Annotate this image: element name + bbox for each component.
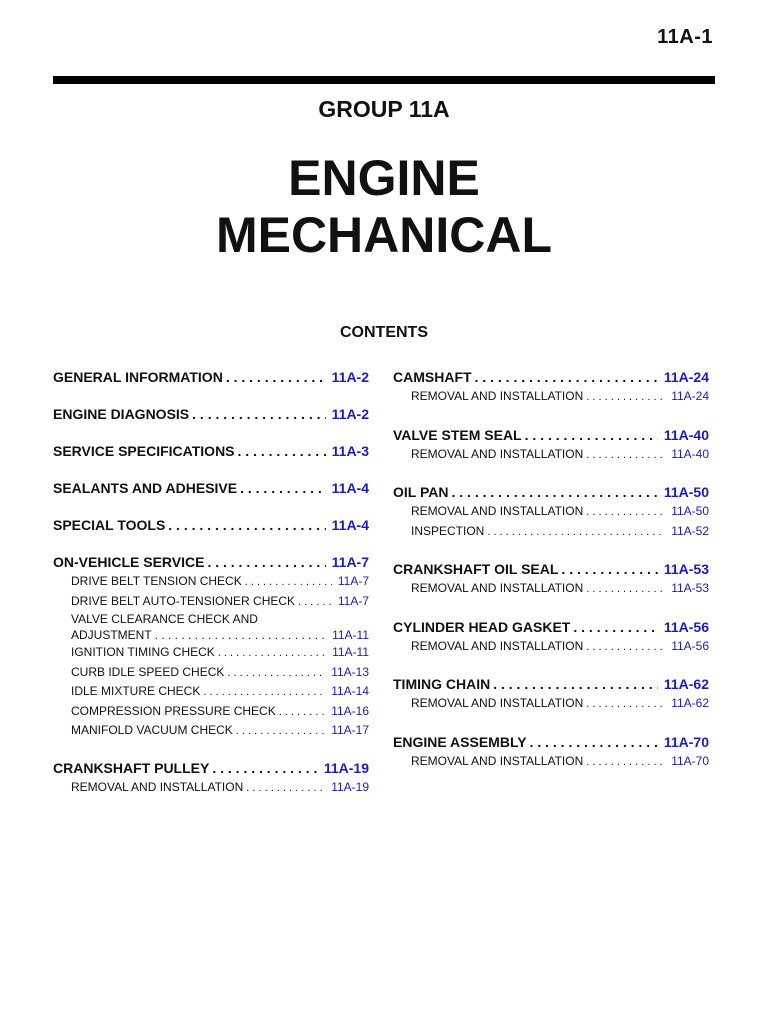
toc-left-column: [53, 368, 369, 797]
title-line-1: ENGINE: [288, 150, 480, 206]
dot-leader: [204, 553, 325, 571]
toc-subentry-label: REMOVAL AND INSTALLATION: [71, 779, 244, 794]
toc-subentry-removal-and-installation[interactable]: [393, 445, 709, 465]
toc-page-link[interactable]: 11A-7: [331, 554, 369, 570]
toc-subentry-drive-belt-auto-tensioner-check[interactable]: [53, 592, 369, 612]
toc-subentry-idle-mixture-check[interactable]: [53, 682, 369, 702]
toc-entry-timing-chain[interactable]: [393, 675, 709, 693]
toc-subentry-compression-pressure-check[interactable]: [53, 702, 369, 722]
toc-page-link[interactable]: 11A-13: [331, 664, 369, 679]
header-rule: [53, 76, 715, 84]
toc-page-link[interactable]: 11A-2: [331, 406, 369, 422]
toc-page-link[interactable]: 11A-2: [331, 369, 369, 385]
page-number: 11A-1: [657, 26, 713, 48]
toc-page-link[interactable]: 11A-16: [331, 703, 369, 718]
toc-entry-label: ENGINE DIAGNOSIS: [53, 406, 190, 422]
toc-subentry-label: REMOVAL AND INSTALLATION: [411, 446, 584, 461]
dot-leader: [472, 368, 658, 386]
dot-leader: [242, 572, 332, 592]
toc-subentry-removal-and-installation[interactable]: [393, 637, 709, 657]
toc-entry-label: CYLINDER HEAD GASKET: [393, 618, 571, 635]
toc-page-link[interactable]: 11A-7: [337, 593, 369, 608]
toc-page-link[interactable]: 11A-70: [663, 733, 709, 750]
toc-page-link[interactable]: 11A-62: [671, 696, 709, 710]
toc-page-link[interactable]: 11A-56: [671, 638, 709, 653]
toc-page-link[interactable]: 11A-4: [331, 517, 369, 533]
toc-entry-cylinder-head-gasket[interactable]: [393, 618, 709, 636]
toc-right-column: [393, 368, 709, 771]
dot-leader: [237, 479, 326, 497]
toc-subentry-label-line-2: ADJUSTMENT: [71, 628, 152, 642]
dot-leader: [490, 675, 658, 693]
toc-entry-label: ON-VEHICLE SERVICE: [53, 554, 205, 570]
toc-entry-label: SPECIAL TOOLS: [53, 517, 166, 533]
toc-subentry-drive-belt-tension-check[interactable]: [53, 572, 369, 592]
toc-subentry-label: INSPECTION: [411, 523, 485, 538]
toc-entry-label: ENGINE ASSEMBLY: [393, 733, 527, 750]
toc-page-link[interactable]: 11A-14: [331, 684, 369, 698]
dot-leader: [235, 442, 326, 460]
main-title: [0, 150, 768, 264]
toc-page-link[interactable]: 11A-53: [671, 581, 709, 595]
toc-entry-label: OIL PAN: [393, 484, 449, 500]
toc-subentry-label: COMPRESSION PRESSURE CHECK: [71, 703, 276, 718]
toc-page-link[interactable]: 11A-50: [663, 484, 709, 500]
toc-subentry-label: MANIFOLD VACUUM CHECK: [71, 723, 233, 737]
dot-leader: [583, 502, 665, 522]
toc-entry-crankshaft-pulley[interactable]: [53, 759, 369, 777]
dot-leader: [165, 516, 325, 534]
toc-subentry-label: CURB IDLE SPEED CHECK: [71, 664, 225, 679]
toc-subentry-label: IGNITION TIMING CHECK: [71, 645, 215, 659]
toc-entry-engine-diagnosis[interactable]: [53, 405, 369, 423]
toc-entry-sealants-and-adhesive[interactable]: [53, 479, 369, 497]
toc-entry-label: CRANKSHAFT PULLEY: [53, 759, 210, 776]
toc-subentry-label: DRIVE BELT AUTO-TENSIONER CHECK: [71, 593, 296, 608]
toc-subentry-label: REMOVAL AND INSTALLATION: [411, 696, 584, 710]
dot-leader: [583, 694, 665, 714]
toc-subentry-removal-and-installation[interactable]: [393, 387, 709, 407]
toc-page-link[interactable]: 11A-7: [337, 574, 369, 588]
dot-leader: [233, 721, 325, 741]
dot-leader: [215, 643, 326, 663]
title-line-2: MECHANICAL: [215, 207, 553, 263]
dot-leader: [276, 702, 325, 722]
dot-leader: [583, 387, 665, 407]
toc-page-link[interactable]: 11A-3: [331, 443, 369, 459]
toc-page-link[interactable]: 11A-19: [323, 759, 369, 776]
toc-page-link[interactable]: 11A-11: [332, 628, 369, 642]
toc-subentry-valve-clearance[interactable]: [53, 611, 369, 643]
toc-page-link[interactable]: 11A-52: [671, 523, 709, 538]
dot-leader: [449, 483, 658, 501]
toc-entry-on-vehicle-service[interactable]: [53, 553, 369, 571]
toc-subentry-manifold-vacuum-check[interactable]: [53, 721, 369, 741]
toc-subentry-curb-idle-speed-check[interactable]: [53, 663, 369, 683]
toc-subentry-label: DRIVE BELT TENSION CHECK: [71, 574, 242, 588]
toc-entry-special-tools[interactable]: [53, 516, 369, 534]
toc-entry-label: SERVICE SPECIFICATIONS: [53, 443, 235, 459]
toc-page-link[interactable]: 11A-70: [671, 753, 709, 768]
toc-page-link[interactable]: 11A-50: [671, 504, 709, 518]
toc-subentry-removal-and-installation[interactable]: [393, 502, 709, 522]
toc-entry-label: GENERAL INFORMATION: [53, 369, 223, 385]
toc-page-link[interactable]: 11A-24: [671, 389, 709, 403]
dot-leader: [522, 426, 658, 444]
toc-page-link[interactable]: 11A-40: [671, 446, 709, 461]
toc-subentry-removal-and-installation[interactable]: [393, 579, 709, 599]
toc-subentry-label: REMOVAL AND INSTALLATION: [411, 504, 584, 518]
toc-page-link[interactable]: 11A-40: [663, 426, 709, 443]
contents-heading: CONTENTS: [340, 324, 428, 341]
toc-entry-label: CRANKSHAFT OIL SEAL: [393, 561, 559, 577]
toc-subentry-ignition-timing-check[interactable]: [53, 643, 369, 663]
toc-entry-general-information[interactable]: [53, 368, 369, 386]
dot-leader: [527, 733, 658, 751]
dot-leader: [583, 752, 665, 772]
dot-leader: [243, 778, 325, 798]
dot-leader: [223, 368, 326, 386]
dot-leader: [583, 579, 665, 599]
toc-page-link[interactable]: 11A-56: [663, 618, 709, 635]
toc-entry-label: CAMSHAFT: [393, 369, 472, 385]
dot-leader: [583, 445, 665, 465]
toc-page-link[interactable]: 11A-62: [663, 676, 709, 692]
toc-page-link[interactable]: 11A-17: [331, 723, 369, 737]
toc-entry-label: SEALANTS AND ADHESIVE: [53, 480, 238, 496]
dot-leader: [484, 522, 665, 542]
toc-subentry-removal-and-installation[interactable]: [53, 778, 369, 798]
toc-entry-label: VALVE STEM SEAL: [393, 426, 522, 443]
toc-subentry-label: REMOVAL AND INSTALLATION: [411, 638, 584, 653]
toc-subentry-label: REMOVAL AND INSTALLATION: [411, 753, 584, 768]
toc-entry-crankshaft-oil-seal[interactable]: [393, 560, 709, 578]
toc-subentry-label: REMOVAL AND INSTALLATION: [411, 581, 584, 595]
dot-leader: [152, 627, 326, 643]
toc-page-link[interactable]: 11A-11: [332, 645, 369, 659]
dot-leader: [224, 663, 325, 683]
dot-leader: [558, 560, 657, 578]
toc-subentry-label: REMOVAL AND INSTALLATION: [411, 389, 584, 403]
dot-leader: [209, 759, 318, 777]
toc-entry-service-specifications[interactable]: [53, 442, 369, 460]
toc-subentry-line-2: [71, 627, 369, 643]
dot-leader: [200, 682, 325, 702]
group-title: GROUP 11A: [318, 96, 450, 122]
toc-subentry-label-line-1: VALVE CLEARANCE CHECK AND: [71, 612, 258, 626]
dot-leader: [295, 592, 332, 612]
dot-leader: [189, 405, 326, 423]
toc-subentry-label: IDLE MIXTURE CHECK: [71, 684, 201, 698]
dot-leader: [570, 618, 657, 636]
dot-leader: [583, 637, 665, 657]
toc-entry-camshaft[interactable]: [393, 368, 709, 386]
toc-entry-oil-pan[interactable]: [393, 483, 709, 501]
toc-entry-valve-stem-seal[interactable]: [393, 426, 709, 444]
toc-page-link[interactable]: 11A-4: [331, 480, 369, 496]
toc-page-link[interactable]: 11A-24: [663, 369, 709, 385]
toc-page-link[interactable]: 11A-19: [331, 779, 369, 794]
toc-entry-label: TIMING CHAIN: [393, 676, 491, 692]
toc-subentry-removal-and-installation[interactable]: [393, 752, 709, 772]
toc-entry-engine-assembly[interactable]: [393, 733, 709, 751]
toc-subentry-removal-and-installation[interactable]: [393, 694, 709, 714]
toc-subentry-inspection[interactable]: [393, 522, 709, 542]
toc-page-link[interactable]: 11A-53: [663, 561, 709, 577]
